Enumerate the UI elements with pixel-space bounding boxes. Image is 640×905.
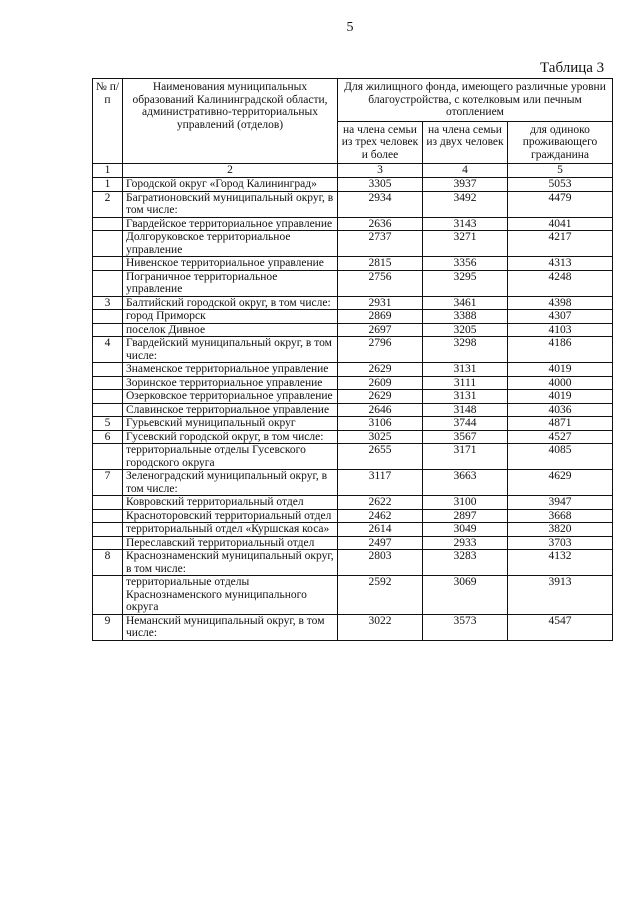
row-name: территориальный отдел «Куршская коса» [123, 523, 338, 537]
row-number [93, 310, 123, 324]
table-row [93, 296, 613, 310]
table-row [93, 376, 613, 390]
row-name: Знаменское территориальное управление [123, 363, 338, 377]
value-single: 3668 [508, 509, 613, 523]
value-two: 3111 [423, 376, 508, 390]
table-row [93, 430, 613, 444]
value-two: 3356 [423, 257, 508, 271]
value-three-plus: 2869 [338, 310, 423, 324]
value-two: 3049 [423, 523, 508, 537]
table-row [93, 444, 613, 470]
row-number [93, 496, 123, 510]
row-number: 5 [93, 417, 123, 431]
header-col3: на члена семьи из трех человек и более [338, 121, 423, 164]
value-two: 3283 [423, 550, 508, 576]
value-single: 4547 [508, 614, 613, 640]
value-three-plus: 2803 [338, 550, 423, 576]
value-single: 4085 [508, 444, 613, 470]
row-name: город Приморск [123, 310, 338, 324]
row-name: Гусевский городской округ, в том числе: [123, 430, 338, 444]
value-three-plus: 2462 [338, 509, 423, 523]
value-three-plus: 3025 [338, 430, 423, 444]
value-two: 3388 [423, 310, 508, 324]
row-name: Пограничное территориальное управление [123, 270, 338, 296]
row-name: поселок Дивное [123, 323, 338, 337]
value-three-plus: 2697 [338, 323, 423, 337]
value-single: 4217 [508, 231, 613, 257]
value-three-plus: 2931 [338, 296, 423, 310]
table-row [93, 614, 613, 640]
value-single: 3703 [508, 536, 613, 550]
value-two: 3298 [423, 337, 508, 363]
value-two: 3573 [423, 614, 508, 640]
value-three-plus: 2737 [338, 231, 423, 257]
row-number [93, 270, 123, 296]
value-three-plus: 2636 [338, 217, 423, 231]
row-name: Неманский муниципальный округ, в том числе: [123, 614, 338, 640]
row-number [93, 390, 123, 404]
value-single: 3913 [508, 576, 613, 615]
value-single: 3820 [508, 523, 613, 537]
value-three-plus: 2629 [338, 390, 423, 404]
table-row [93, 178, 613, 192]
value-three-plus: 3117 [338, 470, 423, 496]
value-three-plus: 2497 [338, 536, 423, 550]
value-single: 4527 [508, 430, 613, 444]
value-three-plus: 2614 [338, 523, 423, 537]
table-row [93, 363, 613, 377]
table-row [93, 523, 613, 537]
table-row [93, 550, 613, 576]
row-name: Озерковское территориальное управление [123, 390, 338, 404]
value-two: 2897 [423, 509, 508, 523]
value-single: 4019 [508, 390, 613, 404]
row-name: Гвардейское территориальное управление [123, 217, 338, 231]
column-index-row [93, 164, 613, 178]
row-name: Городской округ «Город Калининград» [123, 178, 338, 192]
value-single: 3947 [508, 496, 613, 510]
row-name: территориальные отделы Гусевского городского округа [123, 444, 338, 470]
value-single: 4132 [508, 550, 613, 576]
row-number: 1 [93, 178, 123, 192]
table-row [93, 337, 613, 363]
row-number [93, 536, 123, 550]
value-two: 3171 [423, 444, 508, 470]
value-two: 3663 [423, 470, 508, 496]
header-col5: для одиноко проживающего гражданина [508, 121, 613, 164]
header-col4: на члена семьи из двух человек [423, 121, 508, 164]
table-row [93, 191, 613, 217]
value-single: 4019 [508, 363, 613, 377]
value-three-plus: 2815 [338, 257, 423, 271]
value-three-plus: 3305 [338, 178, 423, 192]
row-number: 9 [93, 614, 123, 640]
table-row [93, 390, 613, 404]
table-row [93, 403, 613, 417]
row-number [93, 576, 123, 615]
value-three-plus: 2609 [338, 376, 423, 390]
row-name: Краснознаменский муниципальный округ, в том числе: [123, 550, 338, 576]
table-body [93, 178, 613, 641]
value-two: 3744 [423, 417, 508, 431]
row-number: 3 [93, 296, 123, 310]
value-single: 5053 [508, 178, 613, 192]
table-row [93, 217, 613, 231]
value-two: 3937 [423, 178, 508, 192]
row-number [93, 376, 123, 390]
housing-standards-table [92, 78, 613, 641]
value-two: 2933 [423, 536, 508, 550]
value-single: 4313 [508, 257, 613, 271]
row-number [93, 444, 123, 470]
value-single: 4629 [508, 470, 613, 496]
value-two: 3131 [423, 363, 508, 377]
value-single: 4186 [508, 337, 613, 363]
row-name: Славинское территориальное управление [123, 403, 338, 417]
value-two: 3131 [423, 390, 508, 404]
value-single: 4871 [508, 417, 613, 431]
value-two: 3567 [423, 430, 508, 444]
row-name: Зеленоградский муниципальный округ, в том числе: [123, 470, 338, 496]
value-single: 4479 [508, 191, 613, 217]
value-two: 3148 [423, 403, 508, 417]
row-number [93, 363, 123, 377]
table-row [93, 470, 613, 496]
page-number: 5 [346, 20, 354, 35]
value-two: 3461 [423, 296, 508, 310]
row-number: 6 [93, 430, 123, 444]
table-row [93, 257, 613, 271]
value-three-plus: 2934 [338, 191, 423, 217]
table-caption: Таблица 3 [540, 60, 605, 76]
row-name: Переславский территориальный отдел [123, 536, 338, 550]
row-name: Балтийский городской округ, в том числе: [123, 296, 338, 310]
row-name: Гвардейский муниципальный округ, в том числе: [123, 337, 338, 363]
table-row [93, 576, 613, 615]
table-row [93, 231, 613, 257]
value-three-plus: 2646 [338, 403, 423, 417]
header-num: № п/п [93, 79, 123, 164]
table-row [93, 323, 613, 337]
value-single: 4103 [508, 323, 613, 337]
value-three-plus: 2592 [338, 576, 423, 615]
row-name: Нивенское территориальное управление [123, 257, 338, 271]
row-number [93, 323, 123, 337]
value-three-plus: 2796 [338, 337, 423, 363]
row-name: Красноторовский территориальный отдел [123, 509, 338, 523]
row-number [93, 509, 123, 523]
row-name: Багратионовский муниципальный округ, в том числе: [123, 191, 338, 217]
value-two: 3069 [423, 576, 508, 615]
value-two: 3271 [423, 231, 508, 257]
index-cell: 1 [93, 164, 123, 178]
row-number [93, 523, 123, 537]
value-two: 3100 [423, 496, 508, 510]
value-three-plus: 3106 [338, 417, 423, 431]
table-row [93, 310, 613, 324]
row-number [93, 231, 123, 257]
value-three-plus: 2756 [338, 270, 423, 296]
index-cell: 3 [338, 164, 423, 178]
index-cell: 2 [123, 164, 338, 178]
value-three-plus: 2629 [338, 363, 423, 377]
value-two: 3295 [423, 270, 508, 296]
row-number [93, 217, 123, 231]
table-row [93, 536, 613, 550]
value-single: 4248 [508, 270, 613, 296]
row-name: Долгоруковское территориальное управление [123, 231, 338, 257]
value-single: 4398 [508, 296, 613, 310]
value-two: 3205 [423, 323, 508, 337]
value-two: 3492 [423, 191, 508, 217]
value-three-plus: 2622 [338, 496, 423, 510]
row-name: Ковровский территориальный отдел [123, 496, 338, 510]
value-single: 4000 [508, 376, 613, 390]
row-number: 2 [93, 191, 123, 217]
row-name: Гурьевский муниципальный округ [123, 417, 338, 431]
index-cell: 5 [508, 164, 613, 178]
value-two: 3143 [423, 217, 508, 231]
row-number: 7 [93, 470, 123, 496]
index-cell: 4 [423, 164, 508, 178]
row-number: 4 [93, 337, 123, 363]
header-group: Для жилищного фонда, имеющего различные уровни благоустройства, с котелковым или печным отоплением [338, 79, 613, 122]
value-three-plus: 3022 [338, 614, 423, 640]
table-row [93, 417, 613, 431]
row-number [93, 403, 123, 417]
value-single: 4036 [508, 403, 613, 417]
header-name: Наименования муниципальных образований Калининградской области, административно-территориальных управлений (отделов) [123, 79, 338, 164]
row-name: Зоринское территориальное управление [123, 376, 338, 390]
value-three-plus: 2655 [338, 444, 423, 470]
table-row [93, 509, 613, 523]
value-single: 4041 [508, 217, 613, 231]
row-number [93, 257, 123, 271]
table-row [93, 270, 613, 296]
table-row [93, 496, 613, 510]
row-number: 8 [93, 550, 123, 576]
value-single: 4307 [508, 310, 613, 324]
row-name: территориальные отделы Краснознаменского муниципального округа [123, 576, 338, 615]
